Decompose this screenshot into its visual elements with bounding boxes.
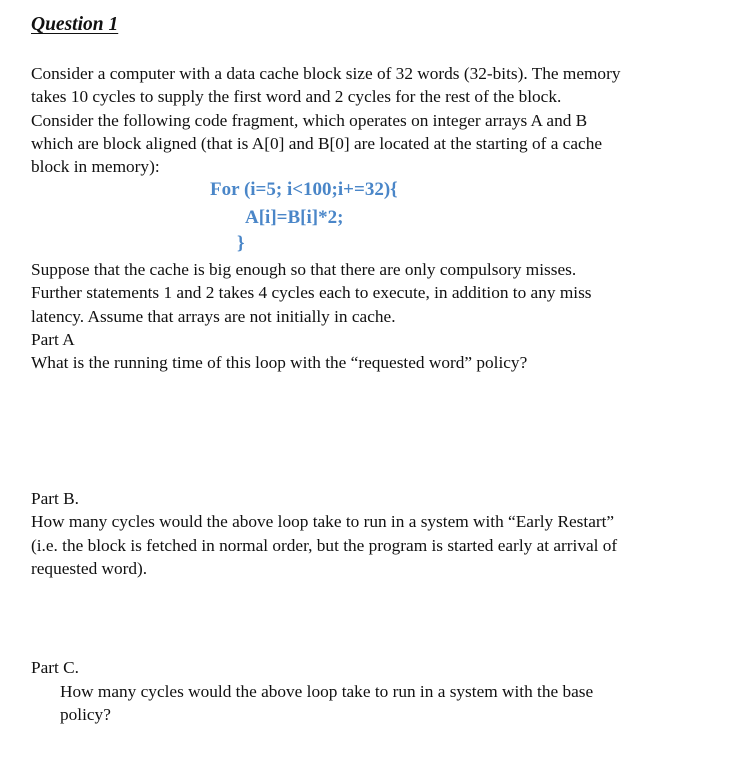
assumptions-paragraph (31, 258, 731, 374)
part-c-label-block (31, 656, 731, 679)
part-c-question-line: policy? (60, 705, 111, 725)
code-close-brace: } (237, 233, 245, 254)
question-heading: Question 1 (31, 14, 119, 35)
intro-line: which are block aligned (that is A[0] and B[0] are located at the starting of a cache (31, 133, 603, 153)
part-b-question-line: requested word). (31, 558, 148, 578)
part-b-label: Part B. (31, 489, 80, 508)
assumption-line: Suppose that the cache is big enough so that there are only compulsory misses. (31, 260, 577, 279)
intro-line: Consider a computer with a data cache block size of 32 words (32-bits). The memory (31, 64, 621, 83)
part-b-question-line: (i.e. the block is fetched in normal order, but the program is started early at arrival of (31, 535, 618, 555)
part-b-question-line: How many cycles would the above loop take to run in a system with “Early Restart” (31, 512, 615, 532)
code-for-line: For (i=5; i<100;i+=32){ (210, 179, 398, 200)
intro-line: block in memory): (31, 157, 160, 177)
assumption-line: Further statements 1 and 2 takes 4 cycles each to execute, in addition to any miss (31, 283, 592, 303)
intro-line: Consider the following code fragment, which operates on integer arrays A and B (31, 110, 588, 130)
code-body-line: A[i]=B[i]*2; (245, 207, 344, 228)
part-a-label: Part A (31, 329, 75, 349)
part-c-label: Part C. (31, 658, 80, 677)
intro-line: takes 10 cycles to supply the first word and 2 cycles for the rest of the block. (31, 87, 562, 107)
part-b-section (31, 487, 731, 580)
intro-paragraph (31, 62, 731, 178)
part-c-question (60, 680, 730, 727)
part-a-question: What is the running time of this loop with the “requested word” policy? (31, 353, 528, 373)
assumption-line: latency. Assume that arrays are not initially in cache. (31, 306, 396, 326)
part-c-question-line: How many cycles would the above loop take to run in a system with the base (60, 682, 594, 701)
